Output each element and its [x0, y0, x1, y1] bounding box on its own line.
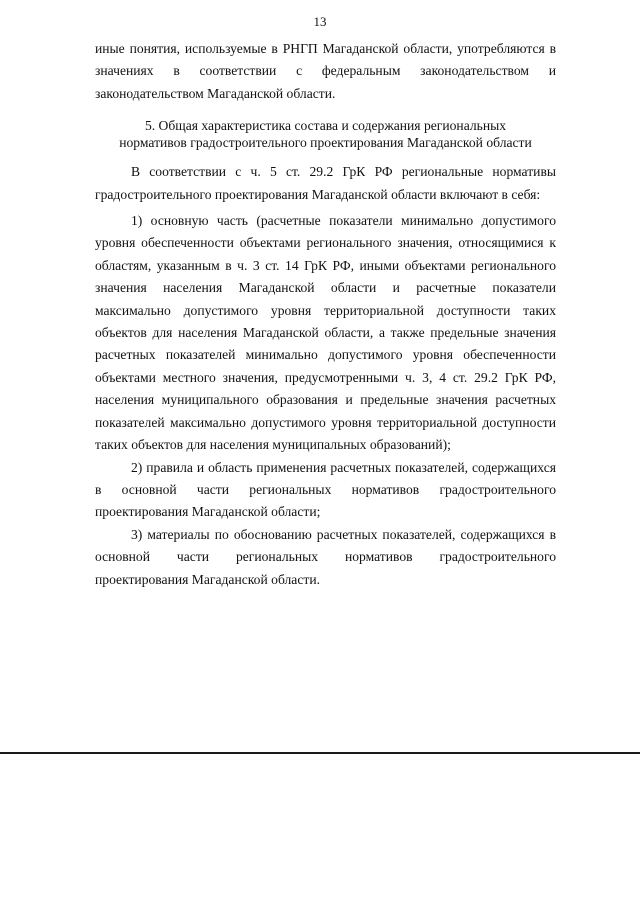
list-item-rules: 2) правила и область применения расчетных показателей, содержащихся в основной части региональных нормативов градостроительного проектирования Магаданской области; [95, 459, 556, 520]
section-heading [95, 117, 556, 151]
intro-continuation-paragraph: иные понятия, используемые в РНГП Магаданской области, употребляются в значениях в соответствии с федеральным законодательством и законодательством Магаданской области. [95, 41, 556, 101]
components-list [95, 210, 556, 591]
list-item-materials: 3) материалы по обоснованию расчетных показателей, содержащихся в основной части региональных нормативов градостроительного проектирования Магаданской области. [95, 526, 556, 587]
lead-paragraph: В соответствии с ч. 5 ст. 29.2 ГрК РФ региональные нормативы градостроительного проектирования Магаданской области включают в себя: [95, 164, 556, 202]
list-item-main-part: 1) основную часть (расчетные показатели минимально допустимого уровня обеспеченности объектами регионального значения, относящимися к областям, указанным в ч. 3 ст. 14 ГрК РФ, иными объектами регионального значения населения Магаданской области и расчетные показатели максимально допустимого уровня территориальной доступности таких объектов для населения Магаданской области, а также предельные значения расчетных показателей минимально допустимого уровня обеспеченности объектами местного значения, предусмотренными ч. 3, 4 ст. 29.2 ГрК РФ, населения муниципального образования и предельные значения расчетных показателей максимально допустимого уровня территориальной доступности таких объектов для населения муниципальных образований); [95, 213, 556, 453]
bottom-divider [0, 752, 640, 754]
page-number: 13 [313, 14, 327, 29]
section-heading-line-1: 5. Общая характеристика состава и содержания региональных [144, 118, 507, 134]
document-body [95, 38, 556, 591]
section-heading-line-2: нормативов градостроительного проектирования Магаданской области [119, 135, 532, 151]
